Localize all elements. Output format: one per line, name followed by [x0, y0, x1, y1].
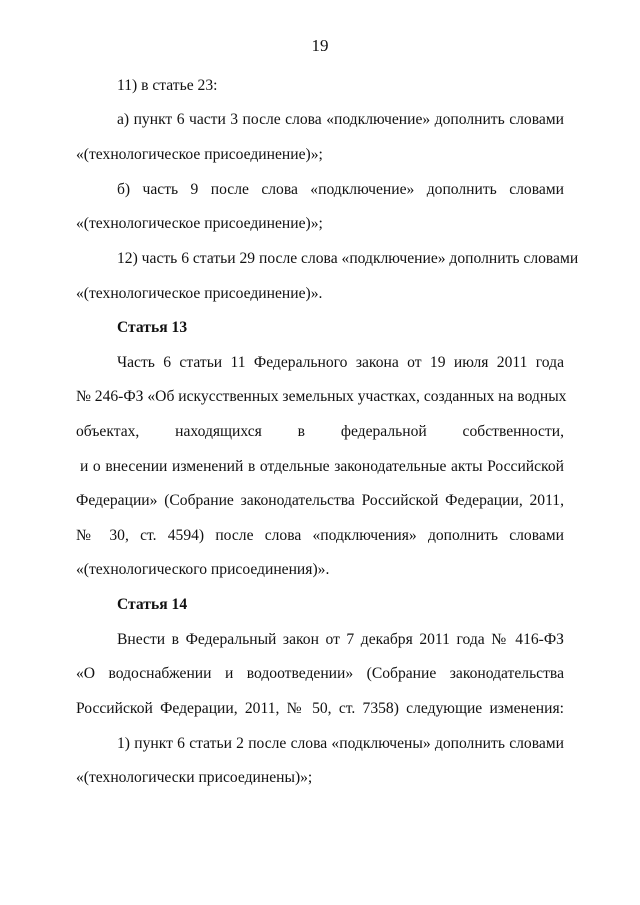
text-line: 12) часть 6 статьи 29 после слова «подключение» дополнить словами: [117, 250, 579, 267]
text-line: Внести в Федеральный закон от 7 декабря 2011 года № 416-ФЗ: [117, 631, 564, 648]
text-line: «(технологически присоединены)»;: [76, 769, 313, 786]
text-line: «О водоснабжении и водоотведении» (Собрание законодательства: [76, 665, 564, 682]
text-line: № 246-ФЗ «Об искусственных земельных участках, созданных на водных: [76, 388, 567, 405]
text-line: объектах, находящихся в федеральной собственности,: [76, 423, 564, 440]
text-line: 1) пункт 6 статьи 2 после слова «подключены» дополнить словами: [117, 735, 564, 752]
article-14-heading: Статья 14: [117, 596, 188, 613]
text-line: Федерации» (Собрание законодательства Российской Федерации, 2011,: [76, 492, 564, 509]
text-line: и о внесении изменений в отдельные законодательные акты Российской: [80, 458, 564, 475]
text-line: Часть 6 статьи 11 Федерального закона от 19 июля 2011 года: [117, 354, 564, 371]
text-line: б) часть 9 после слова «подключение» дополнить словами: [117, 181, 564, 198]
text-line: «(технологическое присоединение)»;: [76, 215, 323, 232]
text-line: «(технологическое присоединение)»;: [76, 146, 323, 163]
text-line: Российской Федерации, 2011, № 50, ст. 7358) следующие изменения:: [76, 700, 564, 717]
article-13-heading: Статья 13: [117, 319, 188, 336]
text-line: а) пункт 6 части 3 после слова «подключение» дополнить словами: [117, 111, 564, 128]
page-number: 19: [311, 36, 329, 55]
text-line: № 30, ст. 4594) после слова «подключения» дополнить словами: [76, 527, 564, 544]
text-line: «(технологическое присоединение)».: [76, 285, 323, 302]
text-line: «(технологического присоединения)».: [76, 561, 330, 578]
list-item-11: 11) в статье 23:: [117, 77, 218, 94]
